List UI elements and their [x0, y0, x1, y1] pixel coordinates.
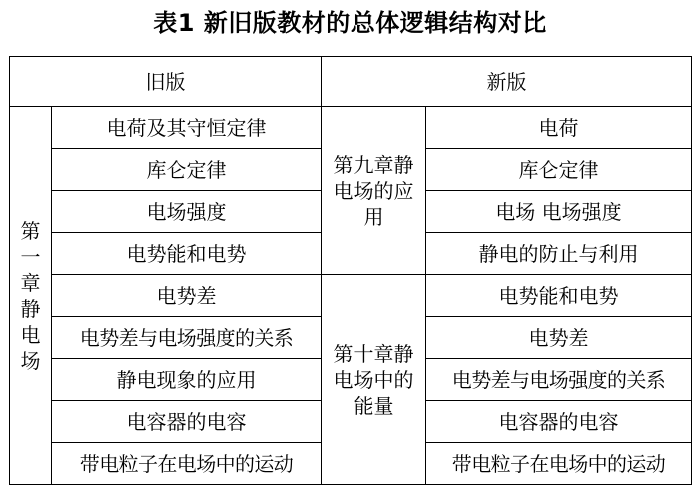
new-section-cell: 静电的防止与利用 [426, 233, 692, 275]
old-section-cell: 电势差与电场强度的关系 [52, 317, 322, 359]
new-section-cell: 库仑定律 [426, 149, 692, 191]
new-section-cell: 电势差与电场强度的关系 [426, 359, 692, 401]
old-chapter-label: 第一章静电场 [20, 218, 41, 373]
new-chapter-cell-9 [322, 107, 426, 275]
new-chapter-label: 第十章静电场中的能量 [333, 341, 414, 418]
old-section-cell: 静电现象的应用 [52, 359, 322, 401]
old-section-cell: 电势差 [52, 275, 322, 317]
new-chapter-cell-10 [322, 275, 426, 485]
table-row [10, 107, 692, 149]
header-new: 新版 [322, 57, 692, 107]
old-section-cell: 电势能和电势 [52, 233, 322, 275]
table-title: 表1 新旧版教材的总体逻辑结构对比 [153, 9, 547, 37]
new-section-cell: 带电粒子在电场中的运动 [426, 443, 692, 485]
old-section-cell: 带电粒子在电场中的运动 [52, 443, 322, 485]
old-section-cell: 库仑定律 [52, 149, 322, 191]
old-chapter-cell [10, 107, 52, 485]
table-header-row [10, 57, 692, 107]
old-section-cell: 电荷及其守恒定律 [52, 107, 322, 149]
new-section-cell: 电势差 [426, 317, 692, 359]
new-section-cell: 电场 电场强度 [426, 191, 692, 233]
old-section-cell: 电容器的电容 [52, 401, 322, 443]
header-old: 旧版 [10, 57, 322, 107]
new-section-cell: 电容器的电容 [426, 401, 692, 443]
old-section-cell: 电场强度 [52, 191, 322, 233]
comparison-table [9, 56, 692, 485]
new-section-cell: 电荷 [426, 107, 692, 149]
table-row [10, 275, 692, 317]
new-chapter-label: 第九章静电场的应用 [333, 152, 414, 229]
new-section-cell: 电势能和电势 [426, 275, 692, 317]
